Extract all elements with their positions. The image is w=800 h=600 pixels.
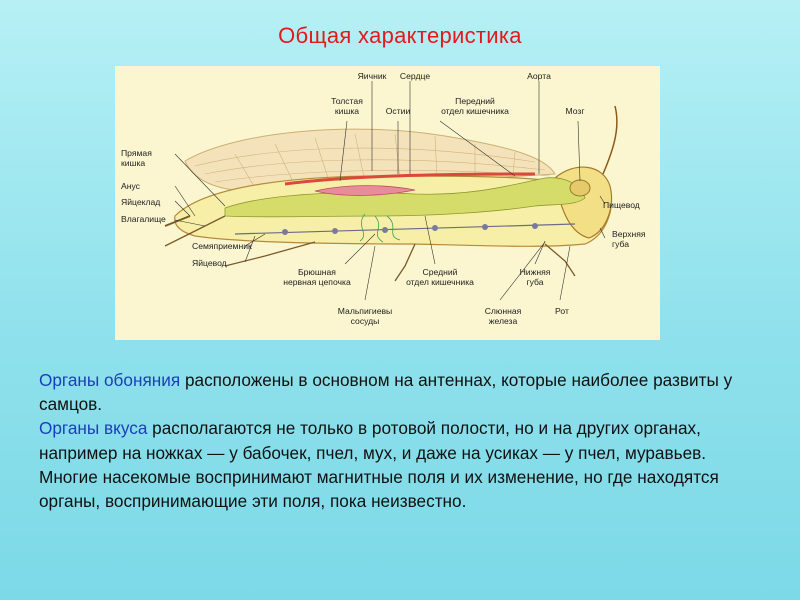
text-taste: располагаются не только в ротовой полости, но и на других органах, например на ножках — у бабочек, пчел, мух, и даже на усиках — у пчел, муравьев. (39, 418, 707, 463)
highlight-taste: Органы вкуса (39, 418, 148, 439)
label-yaytsevod: Яйцевод (192, 258, 227, 268)
text-olfaction: расположены в основном на антеннах, которые наиболее развиты у самцов. (39, 370, 733, 415)
paragraph-taste (39, 416, 769, 464)
label-aorta: Аорта (527, 71, 551, 81)
brain (570, 180, 590, 196)
label-serdtse: Сердце (399, 71, 431, 81)
label-yaichnik: Яичник (357, 71, 387, 81)
label-bryushnaya-tsepochka: Брюшная нервная цепочка (283, 267, 351, 287)
label-vlagalishche: Влагалище (121, 214, 166, 224)
label-peredniy-otdel: Передний отдел кишечника (441, 96, 509, 116)
paragraph-magnetic: Многие насекомые воспринимают магнитные поля и их изменение, но где находятся органы, воспринимающие эти поля, пока неизвестно. (39, 466, 719, 512)
label-sredniy-otdel: Средний отдел кишечника (406, 267, 474, 287)
paragraph-olfaction (39, 368, 769, 416)
page-title: Общая характеристика (278, 23, 522, 48)
label-nizhnyaya-guba: Нижняя губа (519, 267, 551, 287)
label-rot: Рот (555, 306, 569, 316)
label-slyunnaya-zheleza: Слюнная железа (484, 306, 522, 326)
label-malpigievy-sosudy: Мальпигиевы сосуды (337, 306, 393, 326)
label-semyapriemnik: Семяприемник (192, 241, 252, 251)
label-verkhnyaya-guba: Верхняя губа (612, 229, 646, 249)
label-anus: Анус (121, 181, 140, 191)
label-pishchevod: Пищевод (603, 200, 640, 210)
label-yaytseklad: Яйцеклад (121, 197, 161, 207)
label-mozg: Мозг (565, 106, 585, 116)
insect-anatomy-diagram (115, 66, 660, 340)
highlight-olfaction: Органы обоняния (39, 370, 181, 390)
body-text (39, 368, 769, 513)
label-tolstaya-kishka: Толстая кишка (331, 96, 363, 116)
label-pryamaya-kishka: Прямая кишка (121, 148, 152, 168)
antenna (603, 106, 617, 174)
label-ostii: Остии (385, 106, 411, 116)
